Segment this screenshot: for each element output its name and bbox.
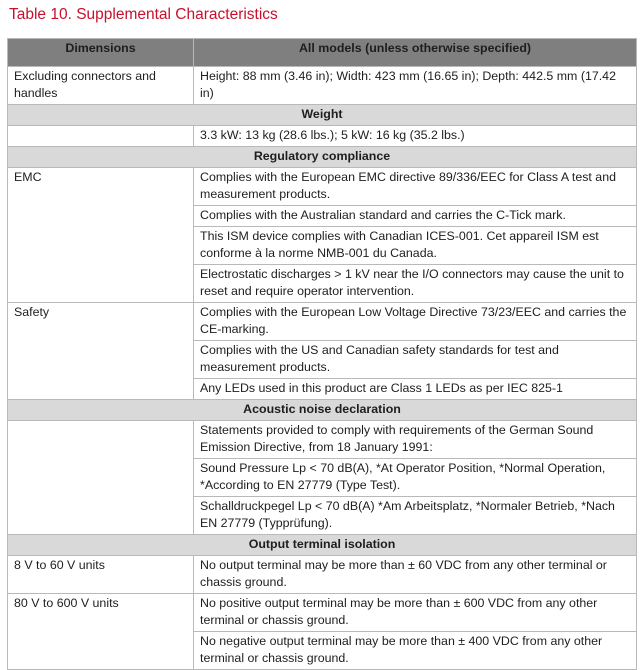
section-output-terminal-isolation: Output terminal isolation <box>8 535 637 556</box>
emc-item: Complies with the European EMC directive 89/336/EEC for Class A test and measurement products. <box>194 168 637 206</box>
low-voltage-label: 8 V to 60 V units <box>8 556 194 594</box>
section-row <box>8 400 637 421</box>
safety-item: Complies with the European Low Voltage Directive 73/23/EEC and carries the CE-marking. <box>194 303 637 341</box>
safety-item: Complies with the US and Canadian safety standards for test and measurement products. <box>194 341 637 379</box>
high-voltage-label: 80 V to 600 V units <box>8 594 194 670</box>
section-row <box>8 105 637 126</box>
dimensions-label: Excluding connectors and handles <box>8 67 194 105</box>
high-voltage-item: No positive output terminal may be more than ± 600 VDC from any other terminal or chassis ground. <box>194 594 637 632</box>
emc-label: EMC <box>8 168 194 303</box>
supplemental-characteristics-table <box>7 38 637 670</box>
section-row <box>8 147 637 168</box>
table-row <box>8 594 637 632</box>
acoustic-item: Schalldruckpegel Lp < 70 dB(A) *Am Arbeitsplatz, *Normaler Betrieb, *Nach EN 27779 (Typprüfung). <box>194 497 637 535</box>
table-row <box>8 67 637 105</box>
table-row <box>8 303 637 341</box>
table-row <box>8 168 637 206</box>
table-header-row <box>8 39 637 67</box>
section-row <box>8 535 637 556</box>
weight-value: 3.3 kW: 13 kg (28.6 lbs.); 5 kW: 16 kg (35.2 lbs.) <box>194 126 637 147</box>
empty-cell <box>8 126 194 147</box>
table-row <box>8 126 637 147</box>
section-regulatory-compliance: Regulatory compliance <box>8 147 637 168</box>
emc-item: Complies with the Australian standard and carries the C-Tick mark. <box>194 206 637 227</box>
acoustic-item: Sound Pressure Lp < 70 dB(A), *At Operator Position, *Normal Operation, *According to EN 27779 (Type Test). <box>194 459 637 497</box>
section-weight: Weight <box>8 105 637 126</box>
header-dimensions: Dimensions <box>8 39 194 67</box>
table-title: Table 10. Supplemental Characteristics <box>9 6 278 23</box>
safety-item: Any LEDs used in this product are Class 1 LEDs as per IEC 825-1 <box>194 379 637 400</box>
acoustic-item: Statements provided to comply with requirements of the German Sound Emission Directive, from 18 January 1991: <box>194 421 637 459</box>
header-all-models: All models (unless otherwise specified) <box>194 39 637 67</box>
high-voltage-item: No negative output terminal may be more than ± 400 VDC from any other terminal or chassis ground. <box>194 632 637 670</box>
empty-cell <box>8 421 194 535</box>
section-acoustic-noise: Acoustic noise declaration <box>8 400 637 421</box>
emc-item: Electrostatic discharges > 1 kV near the I/O connectors may cause the unit to reset and require operator intervention. <box>194 265 637 303</box>
low-voltage-value: No output terminal may be more than ± 60 VDC from any other terminal or chassis ground. <box>194 556 637 594</box>
table-row <box>8 556 637 594</box>
emc-item: This ISM device complies with Canadian ICES-001. Cet appareil ISM est conforme à la norme NMB-001 du Canada. <box>194 227 637 265</box>
dimensions-value: Height: 88 mm (3.46 in); Width: 423 mm (16.65 in); Depth: 442.5 mm (17.42 in) <box>194 67 637 105</box>
table-row <box>8 421 637 459</box>
safety-label: Safety <box>8 303 194 400</box>
